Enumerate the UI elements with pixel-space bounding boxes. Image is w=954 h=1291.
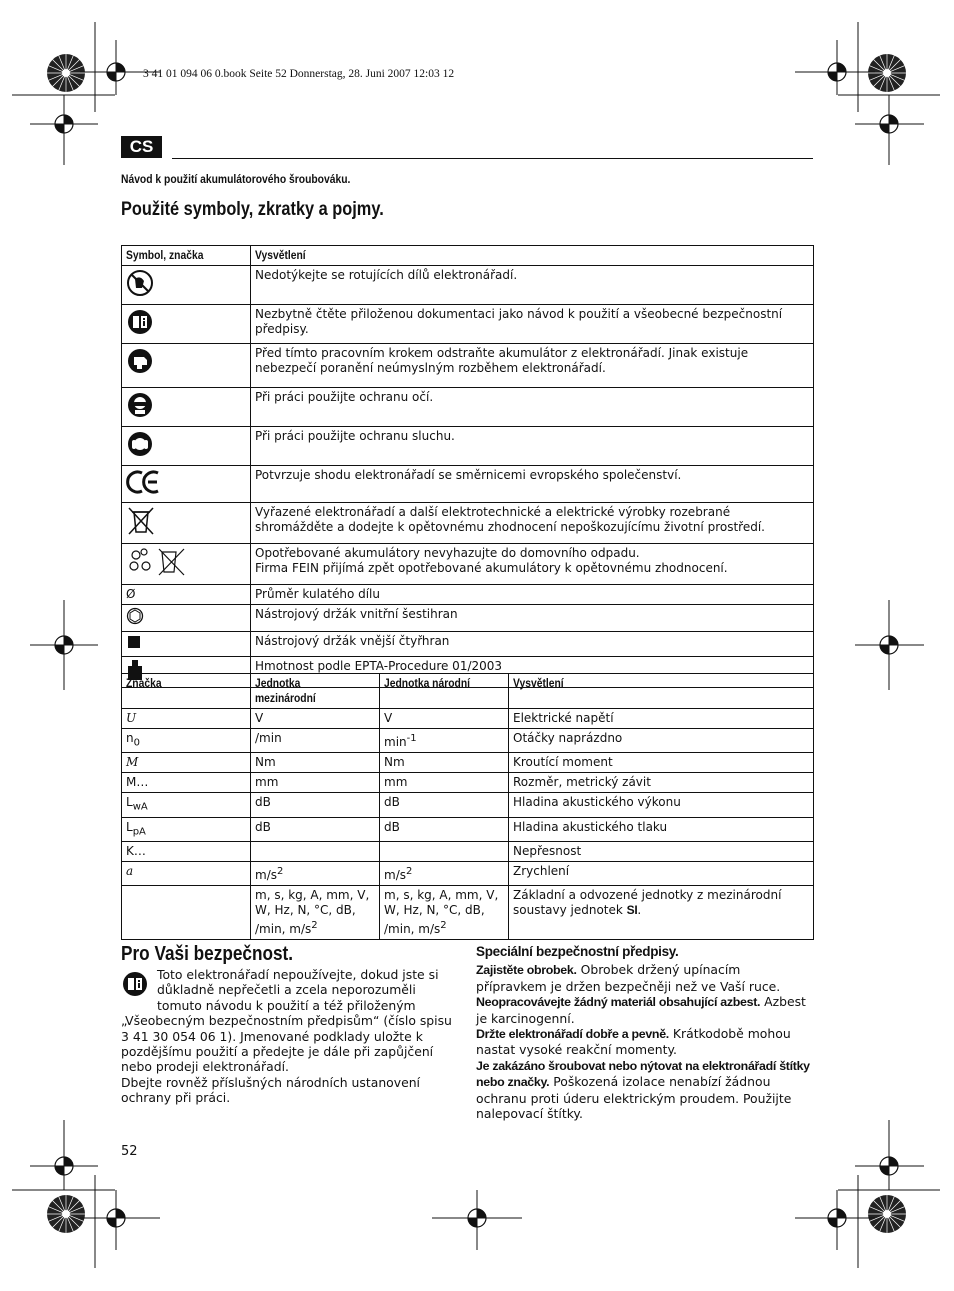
unit-explanation: Elektrické napětí [509, 709, 814, 729]
special-title: Speciální bezpečnostní předpisy. [476, 944, 679, 959]
unit-intl: dB [251, 793, 380, 817]
unit-intl: dB [251, 817, 380, 841]
hexagon-socket-icon [122, 605, 251, 632]
page-number: 52 [121, 1144, 138, 1159]
table-row [122, 266, 814, 305]
section-title: Použité symboly, zkratky a pojmy. [121, 199, 384, 220]
table-row [122, 305, 814, 344]
unit-explanation: Hladina akustického tlaku [509, 817, 814, 841]
table-row [122, 605, 814, 632]
table-row [122, 753, 814, 773]
table-row [122, 862, 814, 886]
table-row [122, 632, 814, 657]
row-text [251, 544, 814, 585]
print-metadata: 3 41 01 094 06 0.book Seite 52 Donnerstag, 28. Juni 2007 12:03 12 [143, 68, 455, 80]
safety-intro: Toto elektronářadí nepoužívejte, dokud jste si důkladně nepřečetli a zcela neporozuměli tomuto návodu k použití a též přiloženým „Všeobecným bezpečnostním předpisům“ (číslo spisu 3 41 30 054 06 1). Jmenované podklady uložte k pozdějšímu použití a předejte je dále při zapůjčení nebo prodeji elektronářadí. [121, 967, 452, 1075]
unit-national: $\min^{-1}$ [380, 729, 509, 753]
unit-intl: $m/s^2$ [251, 862, 380, 886]
unit-national [380, 842, 509, 862]
unit-symbol: U [122, 709, 251, 729]
row-text: Vyřazené elektronářadí a další elektrotechnické a elektrické výrobky rozebrané shromážděte a dodejte k opětovnému zhodnocení nepoškozujícímu životní prostředí. [251, 503, 814, 544]
row-text-line1: Opotřebované akumulátory nevyhazujte do domovního odpadu. [255, 546, 640, 560]
unit-intl: m, s, kg, A, mm, V, W, Hz, N, °C, dB, /min, $m/s^2$ [251, 886, 380, 940]
special-item: Je zakázáno šroubovat nebo nýtovat na elektronářadí štítky nebo značky. Poškozená izolace nenabízí žádnou ochranu proti úderu elektrickým proudem. Použijte nalepovací štítky. [476, 1058, 810, 1122]
table-row [122, 886, 814, 940]
read-manual-icon [121, 969, 151, 1001]
table-row [122, 427, 814, 466]
unit-symbol: M [122, 753, 251, 773]
table-row [122, 729, 814, 753]
table-row [122, 466, 814, 503]
special-item: Zajistěte obrobek. Obrobek držený upínacím přípravkem je držen bezpečněji než ve Vaší ruce. [476, 962, 781, 994]
diameter-icon: Ø [122, 585, 251, 605]
unit-symbol: $L_{pA}$ [122, 817, 251, 841]
remove-battery-icon [122, 344, 251, 388]
document-subtitle: Návod k použití akumulátorového šroubováku. [121, 172, 351, 186]
unit-explanation: Hladina akustického výkonu [509, 793, 814, 817]
unit-intl: mm [251, 773, 380, 793]
unit-symbol: M… [122, 773, 251, 793]
unit-national: m, s, kg, A, mm, V, W, Hz, N, °C, dB, /min, $m/s^2$ [380, 886, 509, 940]
special-section [476, 944, 812, 1121]
table-row [122, 793, 814, 817]
units-header-explanation: Vysvětlení [509, 674, 814, 709]
eye-protection-icon [122, 388, 251, 427]
square-drive-icon [122, 632, 251, 657]
no-touch-rotating-icon [122, 266, 251, 305]
battery-recycle-icon [122, 544, 251, 585]
language-badge: CS [121, 136, 162, 158]
symbols-header-symbol: Symbol, značka [122, 246, 251, 266]
ear-protection-icon [122, 427, 251, 466]
symbols-table [121, 245, 814, 688]
row-text: Při práci použijte ochranu sluchu. [251, 427, 814, 466]
symbols-header-explanation: Vysvětlení [251, 246, 814, 266]
unit-symbol: a [122, 862, 251, 886]
special-item: Držte elektronářadí dobře a pevně. Krátkodobě mohou nastat vysoké reakční momenty. [476, 1026, 791, 1058]
unit-intl: /min [251, 729, 380, 753]
unit-national: Nm [380, 753, 509, 773]
unit-national: $m/s^2$ [380, 862, 509, 886]
table-row [122, 773, 814, 793]
row-text: Před tímto pracovním krokem odstraňte akumulátor z elektronářadí. Jinak existuje nebezpečí poranění neúmyslným rozběhem elektronářadí. [251, 344, 814, 388]
unit-national: dB [380, 817, 509, 841]
unit-national: mm [380, 773, 509, 793]
unit-national: V [380, 709, 509, 729]
row-text: Nezbytně čtěte přiloženou dokumentaci jako návod k použití a všeobecné bezpečnostní předpisy. [251, 305, 814, 344]
weee-bin-icon [122, 503, 251, 544]
unit-symbol [122, 886, 251, 940]
row-text: Nástrojový držák vnější čtyřhran [251, 632, 814, 657]
unit-intl [251, 842, 380, 862]
table-row [122, 344, 814, 388]
table-row [122, 585, 814, 605]
row-text: Průměr kulatého dílu [251, 585, 814, 605]
safety-title: Pro Vaši bezpečnost. [121, 943, 294, 965]
units-header-national: Jednotka národní [380, 674, 509, 709]
unit-intl: V [251, 709, 380, 729]
units-header-symbol: Značka [122, 674, 251, 709]
table-row [122, 709, 814, 729]
unit-symbol: $n_0$ [122, 729, 251, 753]
table-row [122, 388, 814, 427]
unit-symbol: $L_{wA}$ [122, 793, 251, 817]
table-row [122, 544, 814, 585]
unit-explanation: Zrychlení [509, 862, 814, 886]
table-row [122, 817, 814, 841]
row-text: Potvrzuje shodu elektronářadí se směrnicemi evropského společenství. [251, 466, 814, 503]
table-row [122, 503, 814, 544]
unit-national: dB [380, 793, 509, 817]
ce-mark-icon [122, 466, 251, 503]
units-header-intl: Jednotka mezinárodní [251, 674, 380, 709]
read-manual-icon [122, 305, 251, 344]
units-table [121, 673, 814, 940]
row-text-line2: Firma FEIN přijímá zpět opotřebované akumulátory k opětovnému zhodnocení. [255, 561, 728, 575]
table-row [122, 842, 814, 862]
row-text: Nástrojový držák vnitřní šestihran [251, 605, 814, 632]
unit-explanation: Rozměr, metrický závit [509, 773, 814, 793]
unit-explanation: Základní a odvozené jednotky z mezinárodní soustavy jednotek SI. [509, 886, 814, 940]
unit-explanation: Nepřesnost [509, 842, 814, 862]
unit-symbol: K… [122, 842, 251, 862]
row-text: Hmotnost podle EPTA-Procedure 01/2003 [251, 657, 814, 688]
safety-body [121, 967, 455, 1106]
unit-intl: Nm [251, 753, 380, 773]
unit-explanation: Otáčky naprázdno [509, 729, 814, 753]
special-item: Neopracovávejte žádný materiál obsahující azbest. Azbest je karcinogenní. [476, 994, 806, 1026]
row-text: Nedotýkejte se rotujících dílů elektronářadí. [251, 266, 814, 305]
row-text: Při práci použijte ochranu očí. [251, 388, 814, 427]
unit-explanation: Kroutící moment [509, 753, 814, 773]
header-rule [172, 158, 813, 159]
safety-note: Dbejte rovněž příslušných národních ustanovení ochrany při práci. [121, 1074, 421, 1106]
